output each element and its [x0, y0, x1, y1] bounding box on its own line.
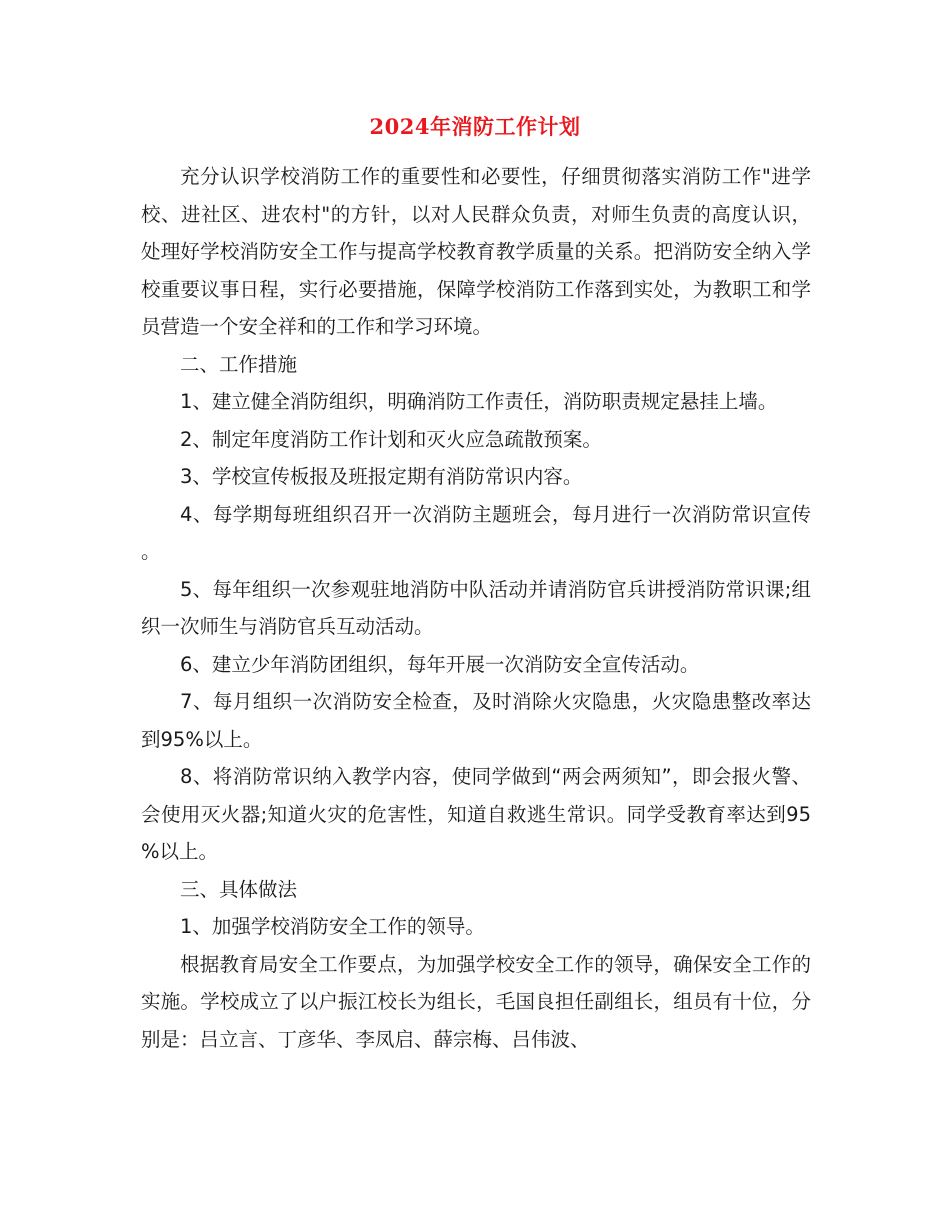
measure-item-6: 6、建立少年消防团组织，每年开展一次消防安全宣传活动。	[180, 652, 700, 676]
measure-item-1: 1、建立健全消防组织，明确消防工作责任，消防职责规定悬挂上墙。	[180, 390, 778, 413]
paragraph-intro: 充分认识学校消防工作的重要性和必要性，仔细贯彻落实消防工作"进学校、进社区、进农村"的方针，以对人民群众负责，对师生负责的高度认识，处理好学校消防安全工作与提高学校教育教学质量的关系。把消防安全纳入学校重要议事日程，实行必要措施，保障学校消防工作落到实处，为教职工和学员营造一个安全祥和的工作和学习环境。	[141, 165, 811, 338]
measure-item-2: 2、制定年度消防工作计划和灭火应急疏散预案。	[180, 427, 602, 451]
measure-item-4: 4、每学期每班组织召开一次消防主题班会，每月进行一次消防常识宣传。	[141, 502, 811, 563]
section-heading-methods: 三、具体做法	[180, 877, 298, 901]
measure-item-3: 3、学校宣传板报及班报定期有消防常识内容。	[180, 465, 583, 488]
method-item-1: 1、加强学校消防安全工作的领导。	[180, 915, 485, 938]
document-title: 2024年消防工作计划	[369, 114, 581, 139]
measure-item-7: 7、每月组织一次消防安全检查，及时消除火灾隐患，火灾隐患整改率达到95%以上。	[141, 690, 811, 751]
measure-item-8: 8、将消防常识纳入教学内容，使同学做到“两会两须知”，即会报火警、会使用灭火器;知道火灾的危害性，知道自救逃生常识。同学受教育率达到95%以上。	[141, 765, 811, 863]
measure-item-5: 5、每年组织一次参观驻地消防中队活动并请消防官兵讲授消防常识课;组织一次师生与消防官兵互动活动。	[141, 577, 811, 638]
document-body	[141, 158, 811, 1058]
section-heading-measures: 二、工作措施	[180, 352, 298, 376]
paragraph-leadership: 根据教育局安全工作要点，为加强学校安全工作的领导，确保安全工作的实施。学校成立了以户振江校长为组长，毛国良担任副组长，组员有十位，分别是：吕立言、丁彦华、李凤启、薛宗梅、吕伟波、	[141, 952, 811, 1051]
